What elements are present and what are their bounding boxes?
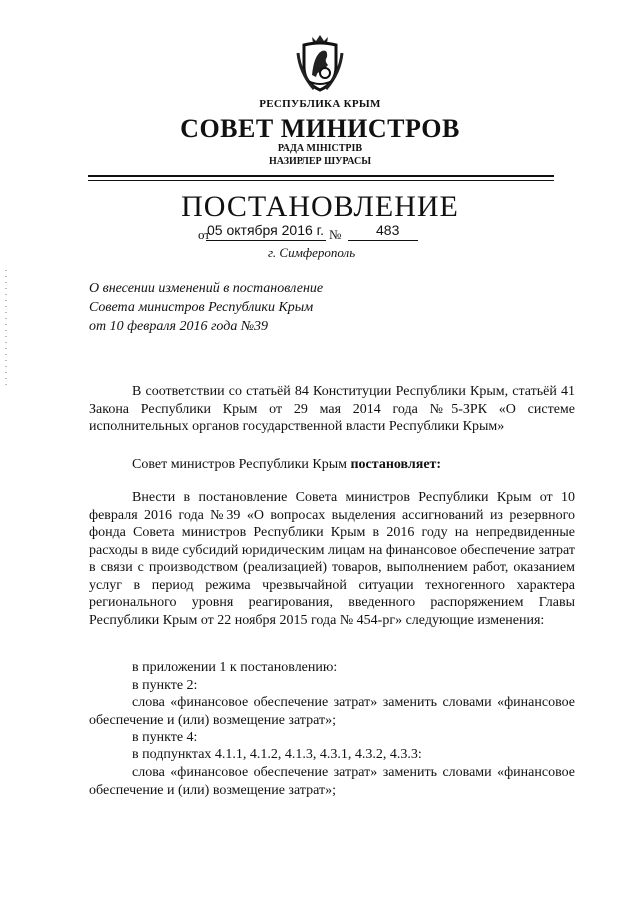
document-subject	[89, 279, 323, 336]
document-city: г. Симферополь	[268, 245, 356, 260]
list-item: слова «финансовое обеспечение затрат» заменить словами «финансовое обеспечение и (или) возмещение затрат»;	[89, 695, 575, 728]
header-divider-thick	[88, 175, 554, 177]
amendment-paragraph: Внести в постановление Совета министров Республики Крым от 10 февраля 2016 года №39 «О вопросах выделения ассигнований из резервного фонда Совета министров Республики Крым в 2016 году на непредвиденные расходы в виде субсидий юридическим лицам на финансовое обеспечение затрат в связи с производством (реализацией) товаров, выполнением работ, оказанием услуг в период режима чрезвычайной ситуации техногенного характера регионального уровня реагирования, введенного распоряжением Главы Республики Крым от 22 ноября 2015 года № 454-рг» следующие изменения:	[89, 490, 575, 628]
council-name-crimean-tatar: НАЗИРЛЕР ШУРАСЫ	[268, 156, 372, 167]
republic-name: РЕСПУБЛИКА КРЫМ	[259, 98, 381, 110]
coat-of-arms-icon	[294, 33, 346, 93]
date-prefix: от	[198, 227, 211, 242]
header-divider-thin	[88, 180, 554, 181]
list-item: слова «финансовое обеспечение затрат» заменить словами «финансовое обеспечение и (или) возмещение затрат»;	[89, 765, 575, 798]
subject-line: О внесении изменений в постановление	[89, 281, 324, 296]
subject-line: Совета министров Республики Крым	[89, 300, 314, 315]
scan-edge-marks	[5, 270, 7, 390]
document-type-title: ПОСТАНОВЛЕНИЕ	[181, 190, 459, 223]
document-date: 05 октября 2016 г.	[207, 222, 324, 238]
subject-line: от 10 февраля 2016 года №39	[89, 319, 269, 334]
date-underline	[206, 240, 326, 241]
list-item: в пункте 4:	[132, 730, 198, 745]
council-name-ukrainian: РАДА МІНІСТРІВ	[277, 143, 363, 154]
document-number: 483	[376, 222, 400, 238]
coat-of-arms-emblem	[294, 33, 346, 93]
resolution-paragraph	[132, 457, 441, 473]
council-name: СОВЕТ МИНИСТРОВ	[180, 114, 460, 143]
list-item: в пункте 2:	[132, 678, 198, 693]
number-sign: №	[329, 227, 342, 242]
list-item: в подпунктах 4.1.1, 4.1.2, 4.1.3, 4.3.1, 4.3.2, 4.3.3:	[132, 747, 422, 762]
list-item: в приложении 1 к постановлению:	[132, 660, 338, 675]
resolution-verb: постановляет:	[350, 457, 442, 472]
number-underline	[348, 240, 418, 241]
preamble-paragraph: В соответствии со статьёй 84 Конституции Республики Крым, статьёй 41 Закона Республики Крым от 29 мая 2014 года №5-ЗРК «О системе исполнительных органов государственной власти Республики Крым»	[89, 384, 575, 434]
resolution-lead: Совет министров Республики Крым	[132, 457, 351, 472]
